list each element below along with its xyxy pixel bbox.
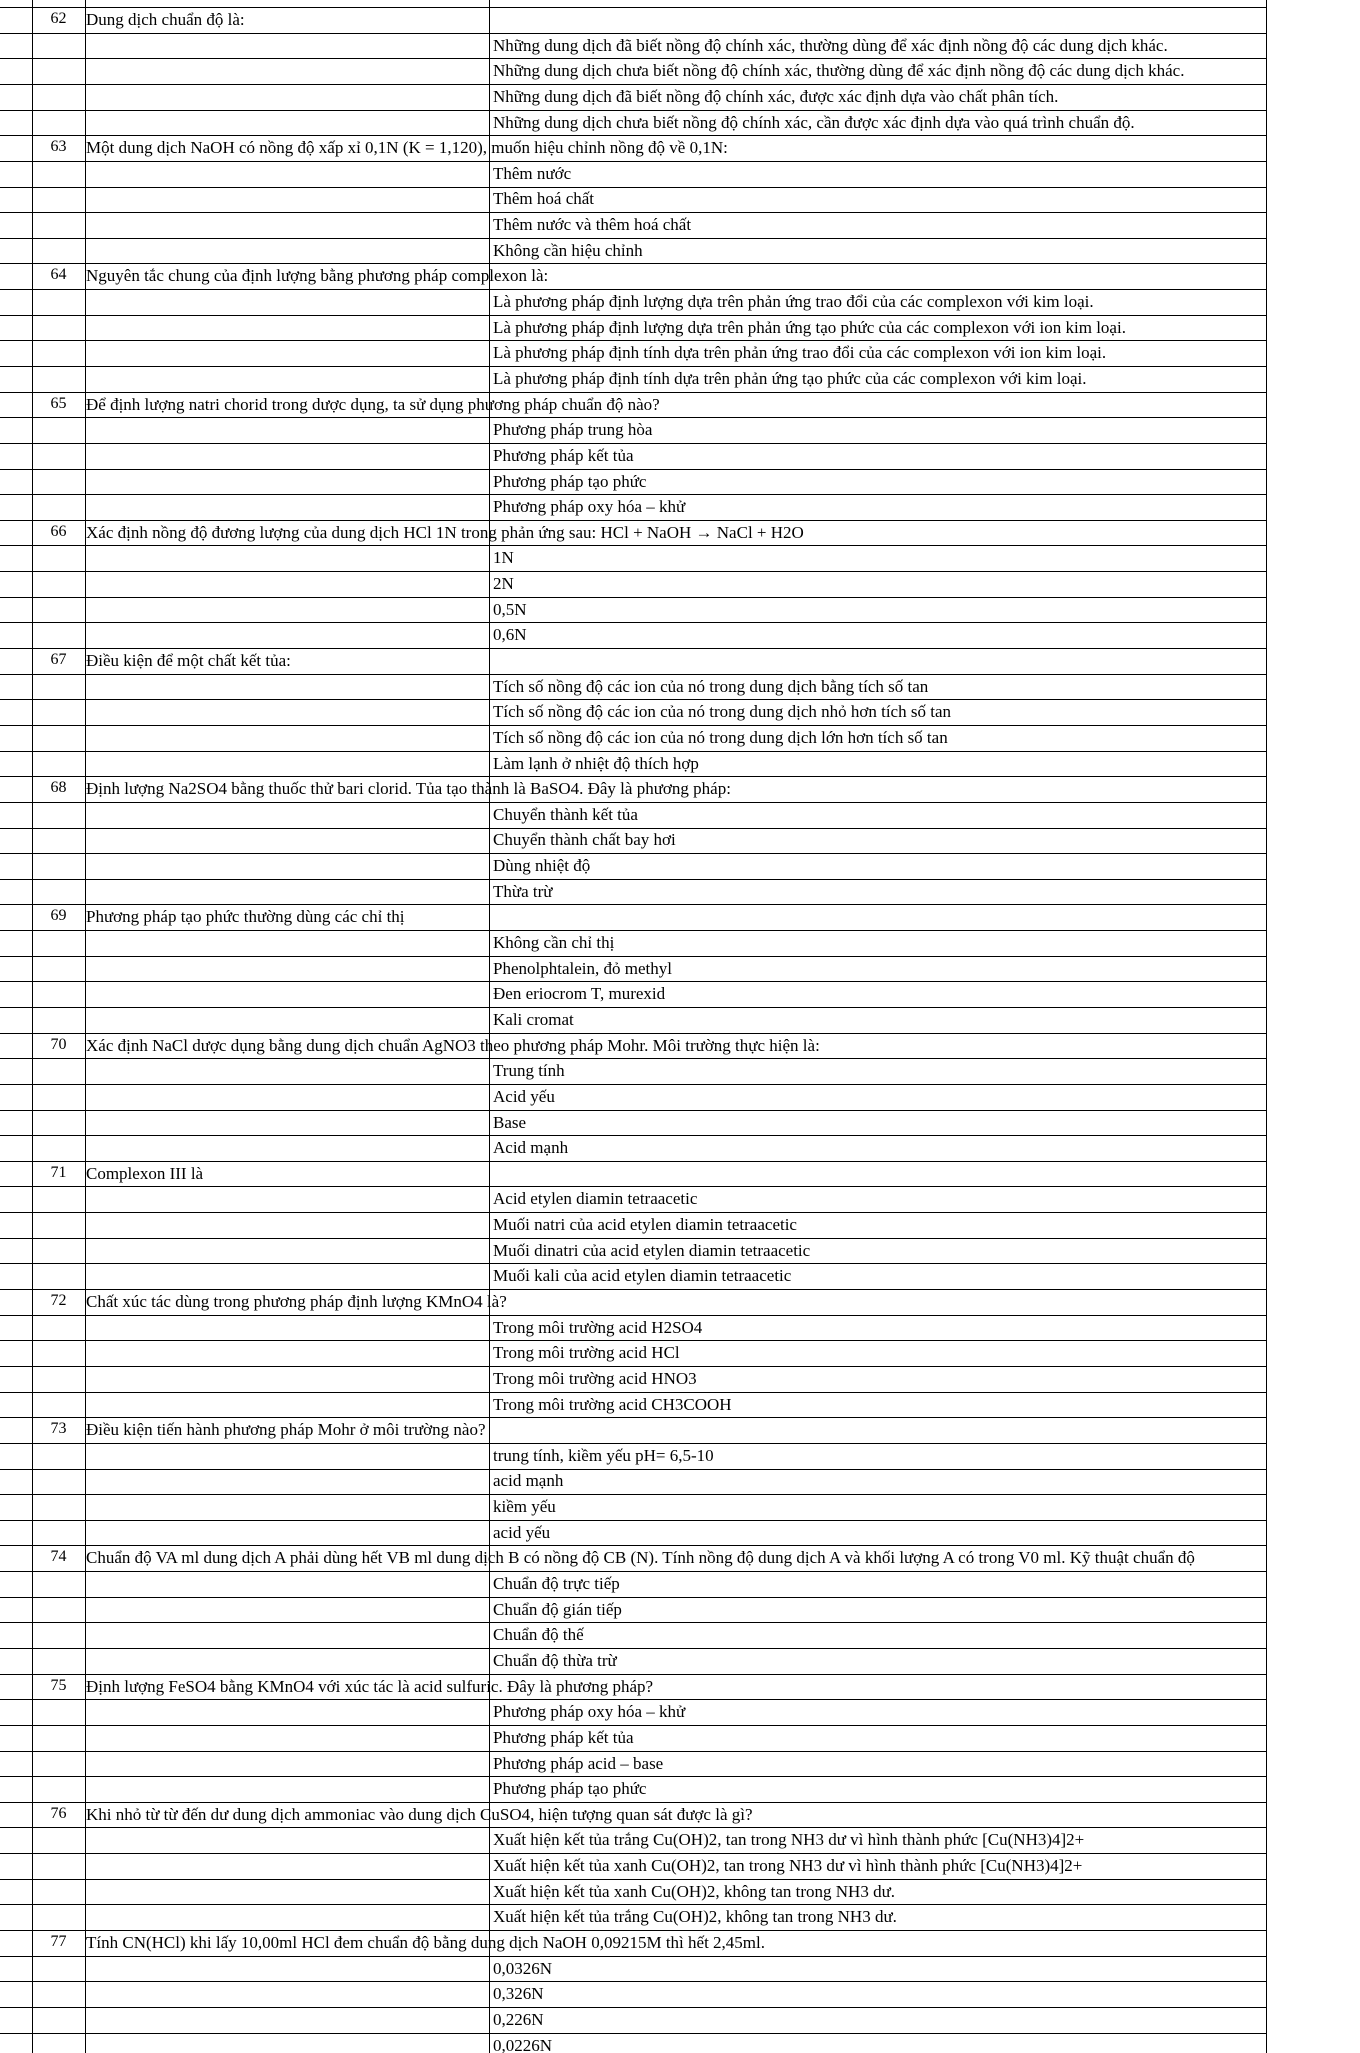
answer-option: Tích số nồng độ các ion của nó trong dung dịch bằng tích số tan xyxy=(493,676,929,696)
answer-option: Phương pháp kết tủa xyxy=(493,445,634,465)
answer-option: kiềm yếu xyxy=(493,1497,556,1517)
row-line xyxy=(0,315,1267,316)
answer-option: Chuẩn độ gián tiếp xyxy=(493,1599,622,1619)
answer-option: Phương pháp tạo phức xyxy=(493,471,647,491)
row-line xyxy=(0,648,1267,649)
answer-option: Làm lạnh ở nhiệt độ thích hợp xyxy=(493,753,699,773)
answer-option: Thêm nước xyxy=(493,163,572,183)
row-line xyxy=(0,469,1267,470)
answer-option: Kali cromat xyxy=(493,1009,574,1029)
answer-option: Xuất hiện kết tủa trắng Cu(OH)2, không tan trong NH3 dư. xyxy=(493,1907,897,1927)
row-line xyxy=(0,956,1267,957)
question-text: Điều kiện tiến hành phương pháp Mohr ở môi trường nào? xyxy=(86,1420,486,1440)
row-line xyxy=(0,289,1267,290)
question-text: Nguyên tắc chung của định lượng bằng phương pháp complexon là: xyxy=(86,266,549,286)
answer-option: 0,5N xyxy=(493,599,527,619)
answer-option: Trong môi trường acid HNO3 xyxy=(493,1368,697,1388)
row-line xyxy=(0,1956,1267,1957)
answer-option: Thêm hoá chất xyxy=(493,189,595,209)
row-line xyxy=(0,1289,1267,1290)
row-line xyxy=(0,187,1267,188)
row-line xyxy=(0,699,1267,700)
question-number: 67 xyxy=(50,651,67,668)
row-line xyxy=(0,2033,1267,2034)
answer-option: Muối kali của acid etylen diamin tetraacetic xyxy=(493,1266,792,1286)
row-line xyxy=(0,545,1267,546)
question-number: 64 xyxy=(50,266,67,284)
question-text: Tính CN(HCl) khi lấy 10,00ml HCl đem chuẩn độ bằng dung dịch NaOH 0,09215M thì hết 2,45ml. xyxy=(86,1933,765,1952)
row-line xyxy=(0,1751,1267,1752)
question-text: Xác định nồng độ đương lượng của dung dịch HCl 1N trong phản ứng sau: HCl + NaOH → NaCl + H2O xyxy=(86,522,804,542)
answer-option: 0,6N xyxy=(493,625,527,645)
answer-option: Acid etylen diamin tetraacetic xyxy=(493,1189,698,1209)
row-line xyxy=(0,904,1267,905)
answer-option: Thừa trừ xyxy=(493,881,553,901)
row-line xyxy=(0,1058,1267,1059)
answer-option: 0,226N xyxy=(493,2009,544,2029)
question-number: 68 xyxy=(50,779,67,797)
answer-option: 2N xyxy=(493,574,514,594)
row-line xyxy=(0,1699,1267,1700)
column-line xyxy=(489,0,490,2053)
answer-option: Là phương pháp định tính dựa trên phản ứng tạo phức của các complexon với kim loại. xyxy=(493,368,1087,388)
question-number: 74 xyxy=(50,1548,67,1566)
question-text: Để định lượng natri chorid trong dược dụng, ta sử dụng phương pháp chuẩn độ nào? xyxy=(86,394,660,414)
row-line xyxy=(0,571,1267,572)
row-line xyxy=(0,366,1267,367)
row-line xyxy=(0,1186,1267,1187)
row-line xyxy=(0,1392,1267,1393)
answer-option: Trong môi trường acid CH3COOH xyxy=(493,1394,732,1414)
row-line xyxy=(0,161,1267,162)
answer-option: Phenolphtalein, đỏ methyl xyxy=(493,958,672,978)
question-text: Phương pháp tạo phức thường dùng các chỉ thị xyxy=(86,907,405,927)
row-line xyxy=(0,1674,1267,1675)
answer-option: 0,0326N xyxy=(493,1958,553,1978)
answer-option: Dùng nhiệt độ xyxy=(493,856,591,876)
answer-option: Muối dinatri của acid etylen diamin tetraacetic xyxy=(493,1240,811,1260)
answer-option: Phương pháp trung hòa xyxy=(493,420,653,440)
answer-option: acid mạnh xyxy=(493,1471,564,1491)
row-line xyxy=(0,84,1267,85)
answer-option: Những dung dịch đã biết nồng độ chính xác, được xác định dựa vào chất phân tích. xyxy=(493,86,1059,106)
row-line xyxy=(0,879,1267,880)
answer-option: Những dung dịch chưa biết nồng độ chính xác, thường dùng để xác định nồng độ các dung dịch khác. xyxy=(493,61,1185,81)
row-line xyxy=(0,1545,1267,1546)
row-line xyxy=(0,1469,1267,1470)
answer-option: Phương pháp oxy hóa – khử xyxy=(493,497,686,517)
answer-option: Là phương pháp định lượng dựa trên phản ứng tạo phức của các complexon với ion kim loại. xyxy=(493,317,1126,337)
row-line xyxy=(0,1802,1267,1803)
answer-option: Muối natri của acid etylen diamin tetraacetic xyxy=(493,1215,797,1235)
row-line xyxy=(0,1366,1267,1367)
row-line xyxy=(0,1776,1267,1777)
answer-option: Phương pháp kết tủa xyxy=(493,1727,634,1747)
row-line xyxy=(0,392,1267,393)
row-line xyxy=(0,1904,1267,1905)
answer-option: Phương pháp tạo phức xyxy=(493,1779,647,1799)
row-line xyxy=(0,1443,1267,1444)
answer-option: acid yếu xyxy=(493,1522,551,1542)
row-line xyxy=(0,622,1267,623)
question-text: Xác định NaCl dược dụng bằng dung dịch chuẩn AgNO3 theo phương pháp Mohr. Môi trường thực hiện là: xyxy=(86,1035,820,1055)
answer-option: 0,326N xyxy=(493,1984,544,2004)
answer-option: trung tính, kiềm yếu pH= 6,5-10 xyxy=(493,1445,714,1465)
row-line xyxy=(0,1622,1267,1623)
question-text: Chất xúc tác dùng trong phương pháp định lượng KMnO4 là? xyxy=(86,1292,507,1311)
row-line xyxy=(0,1033,1267,1034)
column-line xyxy=(32,0,33,2053)
answer-option: Chuyển thành chất bay hơi xyxy=(493,830,676,850)
answer-option: 0,0226N xyxy=(493,2035,553,2053)
row-line xyxy=(0,930,1267,931)
question-text: Một dung dịch NaOH có nồng độ xấp xỉ 0,1N (K = 1,120), muốn hiệu chỉnh nồng độ về 0,1N: xyxy=(86,138,728,158)
question-number: 71 xyxy=(50,1163,67,1181)
answer-option: Không cần hiệu chỉnh xyxy=(493,240,643,260)
row-line xyxy=(0,1520,1267,1521)
answer-option: 1N xyxy=(493,548,514,568)
answer-option: Chuyển thành kết tủa xyxy=(493,804,638,824)
row-line xyxy=(0,1212,1267,1213)
row-line xyxy=(0,520,1267,521)
row-line xyxy=(0,417,1267,418)
row-line xyxy=(0,674,1267,675)
answer-option: Xuất hiện kết tủa xanh Cu(OH)2, tan trong NH3 dư vì hình thành phức [Cu(NH3)4]2+ xyxy=(493,1856,1083,1876)
row-line xyxy=(0,1161,1267,1162)
row-line xyxy=(0,238,1267,239)
answer-option: Thêm nước và thêm hoá chất xyxy=(493,215,692,235)
question-number: 72 xyxy=(50,1292,67,1309)
question-text: Định lượng FeSO4 bằng KMnO4 với xúc tác là acid sulfuric. Đây là phương pháp? xyxy=(86,1676,654,1696)
row-line xyxy=(0,1007,1267,1008)
row-line xyxy=(0,263,1267,264)
answer-option: Phương pháp oxy hóa – khử xyxy=(493,1702,686,1722)
column-line xyxy=(85,0,86,2053)
answer-option: Trong môi trường acid HCl xyxy=(493,1343,680,1363)
row-line xyxy=(0,7,1267,8)
row-line xyxy=(0,981,1267,982)
answer-option: Không cần chỉ thị xyxy=(493,933,615,953)
row-line xyxy=(0,443,1267,444)
column-line xyxy=(1266,0,1267,2053)
answer-option: Những dung dịch đã biết nồng độ chính xác, thường dùng để xác định nồng độ các dung dịch khác. xyxy=(493,35,1168,55)
row-line xyxy=(0,1084,1267,1085)
row-line xyxy=(0,135,1267,136)
row-line xyxy=(0,1315,1267,1316)
row-line xyxy=(0,1597,1267,1598)
row-line xyxy=(0,340,1267,341)
answer-option: Là phương pháp định tính dựa trên phản ứng trao đổi của các complexon với ion kim loại. xyxy=(493,343,1107,363)
row-line xyxy=(0,1238,1267,1239)
row-line xyxy=(0,1263,1267,1264)
question-text: Khi nhỏ từ từ đến dư dung dịch ammoniac vào dung dịch CuSO4, hiện tượng quan sát được là gì? xyxy=(86,1804,753,1824)
row-line xyxy=(0,597,1267,598)
question-number: 77 xyxy=(50,1933,67,1950)
answer-option: Là phương pháp định lượng dựa trên phản ứng trao đổi của các complexon với kim loại. xyxy=(493,292,1094,312)
answer-option: Trung tính xyxy=(493,1061,565,1081)
answer-option: Trong môi trường acid H2SO4 xyxy=(493,1317,703,1337)
answer-option: Acid mạnh xyxy=(493,1138,569,1158)
row-line xyxy=(0,1827,1267,1828)
row-line xyxy=(0,33,1267,34)
answer-option: Xuất hiện kết tủa trắng Cu(OH)2, tan trong NH3 dư vì hình thành phức [Cu(NH3)4]2+ xyxy=(493,1830,1085,1850)
row-line xyxy=(0,1417,1267,1418)
question-text: Dung dịch chuẩn độ là: xyxy=(86,10,245,29)
question-number: 70 xyxy=(50,1035,67,1053)
row-line xyxy=(0,828,1267,829)
row-line xyxy=(0,1494,1267,1495)
row-line xyxy=(0,58,1267,59)
row-line xyxy=(0,1571,1267,1572)
question-text: Điều kiện để một chất kết tủa: xyxy=(86,651,291,670)
question-text: Complexon III là xyxy=(86,1163,204,1183)
row-line xyxy=(0,110,1267,111)
answer-option: Base xyxy=(493,1112,527,1132)
question-number: 62 xyxy=(50,10,67,27)
row-line xyxy=(0,853,1267,854)
answer-option: Acid yếu xyxy=(493,1086,555,1106)
question-number: 66 xyxy=(50,522,67,540)
row-line xyxy=(0,1648,1267,1649)
row-line xyxy=(0,1135,1267,1136)
question-number: 65 xyxy=(50,394,67,412)
answer-option: Tích số nồng độ các ion của nó trong dung dịch nhỏ hơn tích số tan xyxy=(493,702,951,722)
row-line xyxy=(0,1930,1267,1931)
answer-option: Phương pháp acid – base xyxy=(493,1753,664,1773)
row-line xyxy=(0,2007,1267,2008)
row-line xyxy=(0,1725,1267,1726)
question-number: 73 xyxy=(50,1420,67,1438)
row-line xyxy=(0,1110,1267,1111)
question-text: Chuẩn độ VA ml dung dịch A phải dùng hết VB ml dung dịch B có nồng độ CB (N). Tính nồng độ dung dịch A và khối lượng A có trong V0 ml. Kỹ thuật chuẩn độ xyxy=(86,1548,1195,1568)
answer-option: Những dung dịch chưa biết nồng độ chính xác, cần được xác định dựa vào quá trình chuẩn độ. xyxy=(493,112,1135,132)
answer-option: Chuẩn độ thừa trừ xyxy=(493,1650,617,1670)
question-number: 69 xyxy=(50,907,67,925)
row-line xyxy=(0,1853,1267,1854)
row-line xyxy=(0,212,1267,213)
question-number: 75 xyxy=(50,1676,67,1694)
question-number: 76 xyxy=(50,1804,67,1822)
answer-option: Đen eriocrom T, murexid xyxy=(493,984,666,1004)
row-line xyxy=(0,802,1267,803)
answer-option: Xuất hiện kết tủa xanh Cu(OH)2, không tan trong NH3 dư. xyxy=(493,1881,896,1901)
row-line xyxy=(0,725,1267,726)
row-line xyxy=(0,1981,1267,1982)
row-line xyxy=(0,1879,1267,1880)
question-number: 63 xyxy=(50,138,67,156)
answer-option: Chuẩn độ thế xyxy=(493,1625,584,1645)
answer-option: Tích số nồng độ các ion của nó trong dung dịch lớn hơn tích số tan xyxy=(493,727,948,747)
row-line xyxy=(0,751,1267,752)
row-line xyxy=(0,776,1267,777)
row-line xyxy=(0,494,1267,495)
row-line xyxy=(0,1340,1267,1341)
answer-option: Chuẩn độ trực tiếp xyxy=(493,1574,620,1594)
question-text: Định lượng Na2SO4 bằng thuốc thử bari clorid. Tủa tạo thành là BaSO4. Đây là phương pháp: xyxy=(86,779,731,799)
